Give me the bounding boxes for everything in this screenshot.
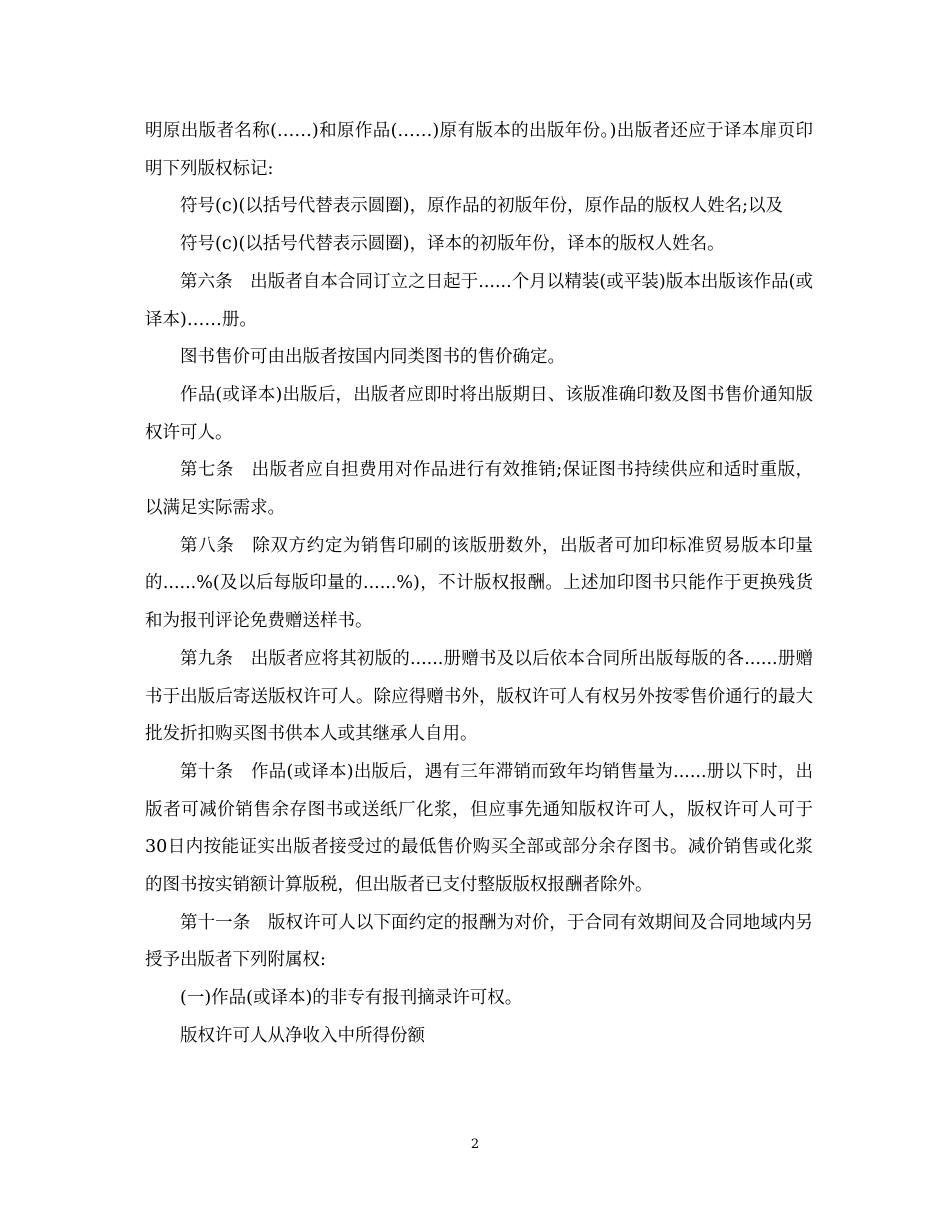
paragraph: 符号(c)(以括号代替表示圆圈)，原作品的初版年份，原作品的版权人姓名;以及 (180, 196, 784, 217)
paragraph: 版权许可人从净收入中所得份额 (180, 1025, 425, 1046)
page-number: 2 (470, 1137, 480, 1152)
paragraph: 图书售价可由出版者按国内同类图书的售价确定。 (180, 347, 565, 368)
paragraph: 符号(c)(以括号代替表示圆圈)，译本的初版年份，译本的版权人姓名。 (180, 234, 725, 255)
paragraph-article-9: 第九条 出版者应将其初版的......册赠书及以后依本合同所出版每版的各......册赠书于出版后寄送版权许可人。除应得赠书外，版权许可人有权另外按零售价通行的最大批发折扣购买图书供本人或其继承人自用。 (145, 648, 813, 745)
paragraph-article-11: 第十一条 版权许可人以下面约定的报酬为对价，于合同有效期间及合同地域内另授予出版者下列附属权: (145, 912, 813, 971)
paragraph-article-7: 第七条 出版者应自担费用对作品进行有效推销;保证图书持续供应和适时重版，以满足实际需求。 (145, 460, 813, 519)
document-body (145, 113, 813, 1056)
paragraph-article-6: 第六条 出版者自本合同订立之日起于......个月以精装(或平装)版本出版该作品(或译本)……册。 (145, 271, 813, 330)
paragraph: 作品(或译本)出版后，出版者应即时将出版期日、该版准确印数及图书售价通知版权许可人。 (145, 384, 813, 443)
paragraph: 明原出版者名称(……)和原作品(……)原有版本的出版年份。)出版者还应于译本扉页印明下列版权标记: (145, 121, 813, 179)
paragraph-article-8: 第八条 除双方约定为销售印刷的该版册数外，出版者可加印标准贸易版本印量的......%(及以后每版印量的......%)，不计版权报酬。上述加印图书只能作于更换残货和为报刊评论免费赠送样书。 (145, 535, 813, 632)
paragraph-article-10: 第十条 作品(或译本)出版后，遇有三年滞销而致年均销售量为......册以下时，出版者可减价销售余存图书或送纸厂化浆，但应事先通知版权许可人，版权许可人可于30日内按能证实出版者接受过的最低售价购买全部或部分余存图书。减价销售或化浆的图书按实销额计算版税，但出版者已支付整版版权报酬者除外。 (145, 761, 813, 896)
paragraph: (一)作品(或译本)的非专有报刊摘录许可权。 (180, 988, 523, 1009)
